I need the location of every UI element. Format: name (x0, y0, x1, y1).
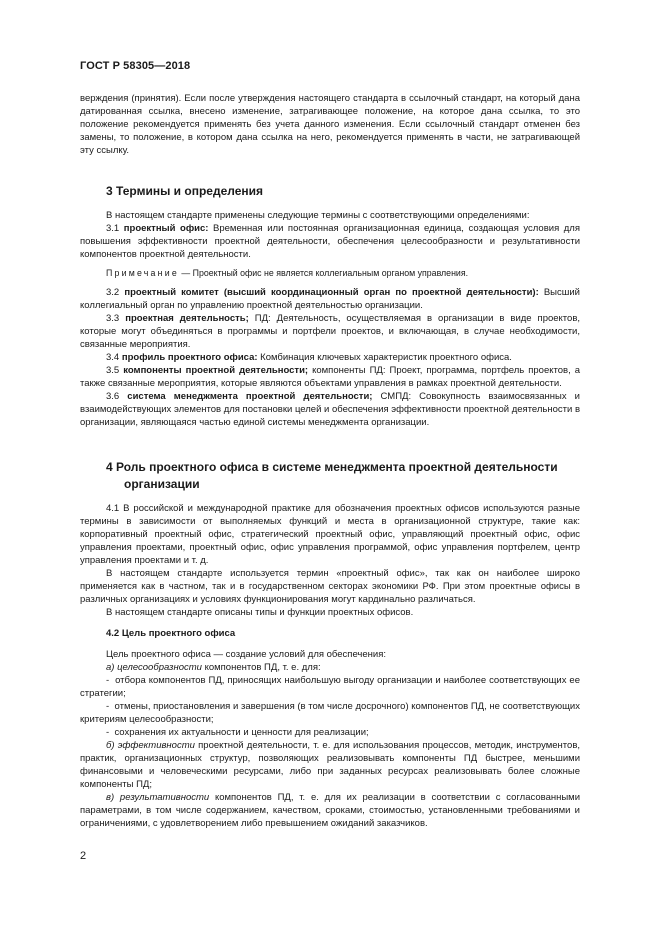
intro-paragraph: верждения (принятия). Если после утверждения настоящего стандарта в ссылочный стандарт, на который дана датированная ссылка, внесено изменение, затрагивающее положение, на которое дана ссылка, то это положение рекомендуется применять без учета данного изменения. Если ссылочный стандарт отменен без замены, то положение, в котором дана ссылка на него, рекомендуется применять в части, не затрагивающей эту ссылку. (80, 93, 580, 156)
section-4-heading: 4 Роль проектного офиса в системе менеджмента проектной деятельности организации (106, 460, 558, 491)
item-label: а) (106, 662, 115, 673)
paragraph-4-1-b: В настоящем стандарте используется термин «проектный офис», так как он наиболее широко применяется как в частном, так и в государственном секторах экономики РФ. При этом проектные офисы в различных организациях и условиях функционирования могут кардинально различаться. (80, 568, 580, 605)
note-text: — Проектный офис не является коллегиальным органом управления. (181, 268, 469, 278)
item-label: б) (106, 740, 115, 751)
term-3-6 (80, 390, 580, 429)
term-name: проектный офис: (123, 223, 209, 234)
bullet-text: отбора компонентов ПД, приносящих наибольшую выгоду организации и наиболее соответствующих ее стратегии; (80, 675, 580, 699)
term-number: 3.2 (106, 287, 120, 298)
term-definition: компоненты ПД: Проект, программа, портфель проектов, а также связанные мероприятия, которые являются объектами управления в рамках проектной деятельности. (80, 365, 581, 389)
paragraph-4-1: 4.1 В российской и международной практике для обозначения проектных офисов используются разные термины в зависимости от выполняемых функций и места в организационной структуре, такие как: корпоративный проектный офис, стратегический проектный офис, управляющий проектный офис, офис управления проектами, проектный офис, офис управления программой, офис управления портфелем, центр управления проектами и т. д. (80, 503, 580, 566)
term-name: проектная деятельность; (125, 313, 249, 324)
term-definition: СМПД: Совокупность взаимосвязанных и взаимодействующих элементов для постановки целей и обеспечения эффективности проектной деятельности в организации, являющаяся частью единой системы менеджмента организации. (80, 391, 580, 428)
term-3-3 (80, 312, 580, 351)
item-label: в) (106, 792, 115, 803)
bullet-item: - отмены, приостановления и завершения (в том числе досрочного) компонентов ПД, не соответствующих критериям целесообразности; (80, 701, 580, 725)
term-name: профиль проектного офиса: (121, 352, 258, 363)
term-name: система менеджмента проектной деятельности; (127, 391, 373, 402)
term-3-1 (80, 222, 580, 261)
term-number: 3.6 (106, 391, 120, 402)
term-3-5 (80, 364, 580, 390)
paragraph-4-1-c: В настоящем стандарте описаны типы и функции проектных офисов. (106, 607, 414, 618)
goal-lead: Цель проектного офиса — создание условий для обеспечения: (106, 649, 386, 660)
item-b (80, 739, 580, 791)
term-number: 3.5 (106, 365, 120, 376)
bullet-text: отмены, приостановления и завершения (в том числе досрочного) компонентов ПД, не соответствующих критериям целесообразности; (80, 701, 580, 725)
note (80, 267, 580, 280)
term-definition: Комбинация ключевых характеристик проектного офиса. (260, 352, 512, 363)
term-definition: Высший коллегиальный орган по управлению проектной деятельностью организации. (80, 287, 580, 311)
item-a (80, 661, 580, 674)
item-c (80, 791, 580, 830)
term-definition: Временная или постоянная организационная единица, создающая условия для повышения эффективности проектной деятельности, обеспечения целесообразности и результативности компонентов проектной деятельности. (80, 223, 580, 260)
bullet-item: - сохранения их актуальности и ценности для реализации; (106, 727, 369, 738)
standard-header: ГОСТ Р 58305—2018 (80, 60, 191, 72)
term-name: компоненты проектной деятельности; (123, 365, 309, 376)
term-3-4 (80, 351, 580, 364)
note-label: Примечание (106, 268, 179, 278)
item-term: результативности (119, 792, 210, 803)
term-number: 3.3 (106, 313, 120, 324)
bullet-text: сохранения их актуальности и ценности для реализации; (114, 727, 369, 738)
page-number: 2 (80, 850, 87, 862)
item-text: компонентов ПД, т. е. для: (204, 662, 321, 673)
term-3-2 (80, 286, 580, 312)
term-number: 3.4 (106, 352, 120, 363)
section-3-heading: 3 Термины и определения (106, 184, 264, 198)
term-name: проектный комитет (высший координационный орган по проектной деятельности): (124, 287, 539, 298)
item-text: компонентов ПД, т. е. для их реализации в соответствии с согласованными параметрами, в том числе содержанием, качеством, сроками, стоимостью, установленными требованиями и ограничениями, с удовлетворением либо превышением ожиданий заказчиков. (80, 792, 581, 829)
item-term: эффективности (117, 740, 195, 751)
subsection-4-2-heading: 4.2 Цель проектного офиса (106, 628, 236, 639)
term-definition: ПД: Деятельность, осуществляемая в организации в виде проектов, которые могут объединяться в программы и портфели проектов, и включающая, в случае необходимости, связанные мероприятия. (80, 313, 581, 350)
item-term: целесообразности (117, 662, 202, 673)
page-content (80, 92, 580, 830)
bullet-item: - отбора компонентов ПД, приносящих наибольшую выгоду организации и наиболее соответствующих ее стратегии; (80, 675, 580, 699)
section-3-lead: В настоящем стандарте применены следующие термины с соответствующими определениями: (106, 210, 530, 221)
term-number: 3.1 (106, 223, 120, 234)
item-text: проектной деятельности, т. е. для использования процессов, методик, инструментов, практик, организационных структур, позволяющих реализовывать компоненты ПД быстрее, меньшими финансовыми и человеческими ресурсами, либо при заданных ресурсах реализовывать более сложные компоненты ПД; (80, 740, 581, 790)
